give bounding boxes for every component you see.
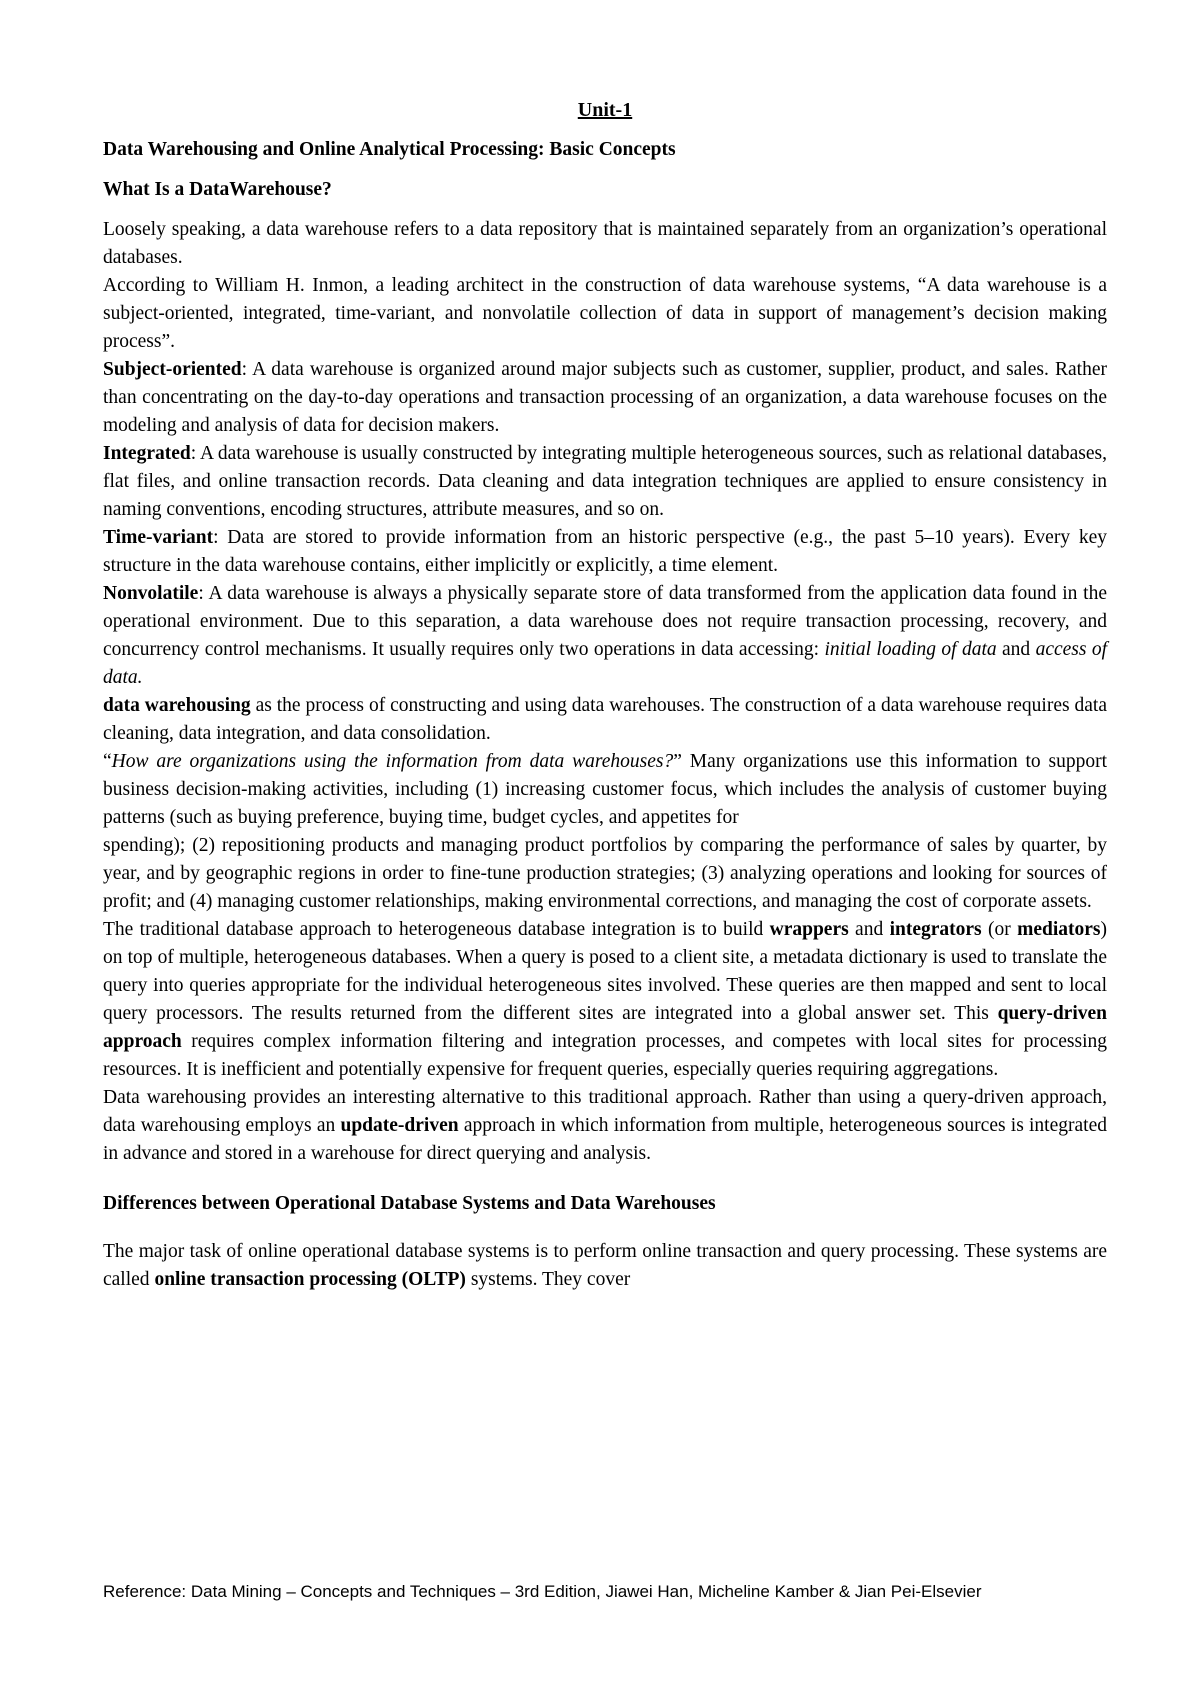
what-is-dw-heading: What Is a DataWarehouse? [103, 179, 332, 200]
term-nonvolatile: Nonvolatile [103, 583, 199, 604]
paragraph-spending: spending); (2) repositioning products and managing product portfolios by comparing the performance of sales by quarter, by year, and by geographic regions in order to fine-tune production strategies; (3) analyzing operations and looking for sources of profit; and (4) managing customer relationships, making environmental corrections, and managing the cost of corporate assets. [103, 835, 1107, 912]
paragraph-inmon: According to William H. Inmon, a leading architect in the construction of data warehouse systems, “A data warehouse is a subject-oriented, integrated, time-variant, and nonvolatile collection of data in support of management’s decision making process”. [103, 275, 1107, 352]
term-integrated: Integrated [103, 443, 191, 464]
term-query-driven: query-driven approach [103, 1003, 1107, 1052]
reference-footer: Reference: Data Mining – Concepts and Techniques – 3rd Edition, Jiawei Han, Micheline Kamber & Jian Pei-Elsevier [103, 1582, 982, 1601]
term-subject-oriented: Subject-oriented [103, 359, 242, 380]
term-data-warehousing: data warehousing [103, 695, 251, 716]
paragraph-time-variant: Time-variant: Data are stored to provide information from an historic perspective (e.g., the past 5–10 years). Every key structure in the data warehouse contains, either implicitly or explicitly, a time element. [103, 527, 1107, 576]
paragraph-loosely: Loosely speaking, a data warehouse refers to a data repository that is maintained separately from an organization’s operational databases. [103, 219, 1107, 268]
body-text [103, 216, 1107, 1168]
term-oltp: online transaction processing (OLTP) [154, 1269, 466, 1290]
unit-title: Unit-1 [577, 99, 633, 121]
body-text-2 [103, 1238, 1107, 1294]
term-wrappers: wrappers [769, 919, 849, 940]
paragraph-organizations: “How are organizations using the information from data warehouses?” Many organizations use this information to support business decision-making activities, including (1) increasing customer focus, which includes the analysis of customer buying patterns (such as buying preference, buying time, budget cycles, and appetites for [103, 751, 1108, 828]
paragraph-integrated: Integrated: A data warehouse is usually constructed by integrating multiple heterogeneous sources, such as relational databases, flat files, and online transaction records. Data cleaning and data integration techniques are applied to ensure consistency in naming conventions, encoding structures, attribute measures, and so on. [103, 443, 1107, 520]
paragraph-traditional: The traditional database approach to heterogeneous database integration is to build wrappers and integrators (or mediators) on top of multiple, heterogeneous databases. When a query is posed to a client site, a metadata dictionary is used to translate the query into queries appropriate for the individual heterogeneous sites involved. These queries are then mapped and sent to local query processors. The results returned from the different sites are integrated into a global answer set. This query-driven approach requires complex information filtering and integration processes, and competes with local sites for processing resources. It is inefficient and potentially expensive for frequent queries, especially queries requiring aggregations. [103, 919, 1107, 1080]
term-integrators: integrators [889, 919, 982, 940]
question-italic: How are organizations using the information from data warehouses? [111, 751, 674, 772]
term-mediators: mediators [1017, 919, 1101, 940]
paragraph-major-task: The major task of online operational database systems is to perform online transaction and query processing. These systems are called online transaction processing (OLTP) systems. They cover [103, 1241, 1107, 1290]
paragraph-data-warehousing: data warehousing as the process of constructing and using data warehouses. The construction of a data warehouse requires data cleaning, data integration, and data consolidation. [103, 695, 1107, 744]
term-update-driven: update-driven [340, 1115, 459, 1136]
term-time-variant: Time-variant [103, 527, 214, 548]
paragraph-subject-oriented: Subject-oriented: A data warehouse is organized around major subjects such as customer, supplier, product, and sales. Rather than concentrating on the day-to-day operations and transaction processing of an organization, a data warehouse focuses on the modeling and analysis of data for decision makers. [103, 359, 1107, 436]
paragraph-nonvolatile: Nonvolatile: A data warehouse is always a physically separate store of data transformed from the application data found in the operational environment. Due to this separation, a data warehouse does not require transaction processing, recovery, and concurrency control mechanisms. It usually requires only two operations in data accessing: initial loading of data and access of data. [103, 583, 1108, 688]
document-page [103, 96, 1107, 1294]
main-heading: Data Warehousing and Online Analytical Processing: Basic Concepts [103, 139, 676, 160]
paragraph-alternative: Data warehousing provides an interesting alternative to this traditional approach. Rather than using a query-driven approach, data warehousing employs an update-driven approach in which information from multiple, heterogeneous sources is integrated in advance and stored in a warehouse for direct querying and analysis. [103, 1087, 1107, 1164]
differences-heading: Differences between Operational Database Systems and Data Warehouses [103, 1193, 716, 1214]
